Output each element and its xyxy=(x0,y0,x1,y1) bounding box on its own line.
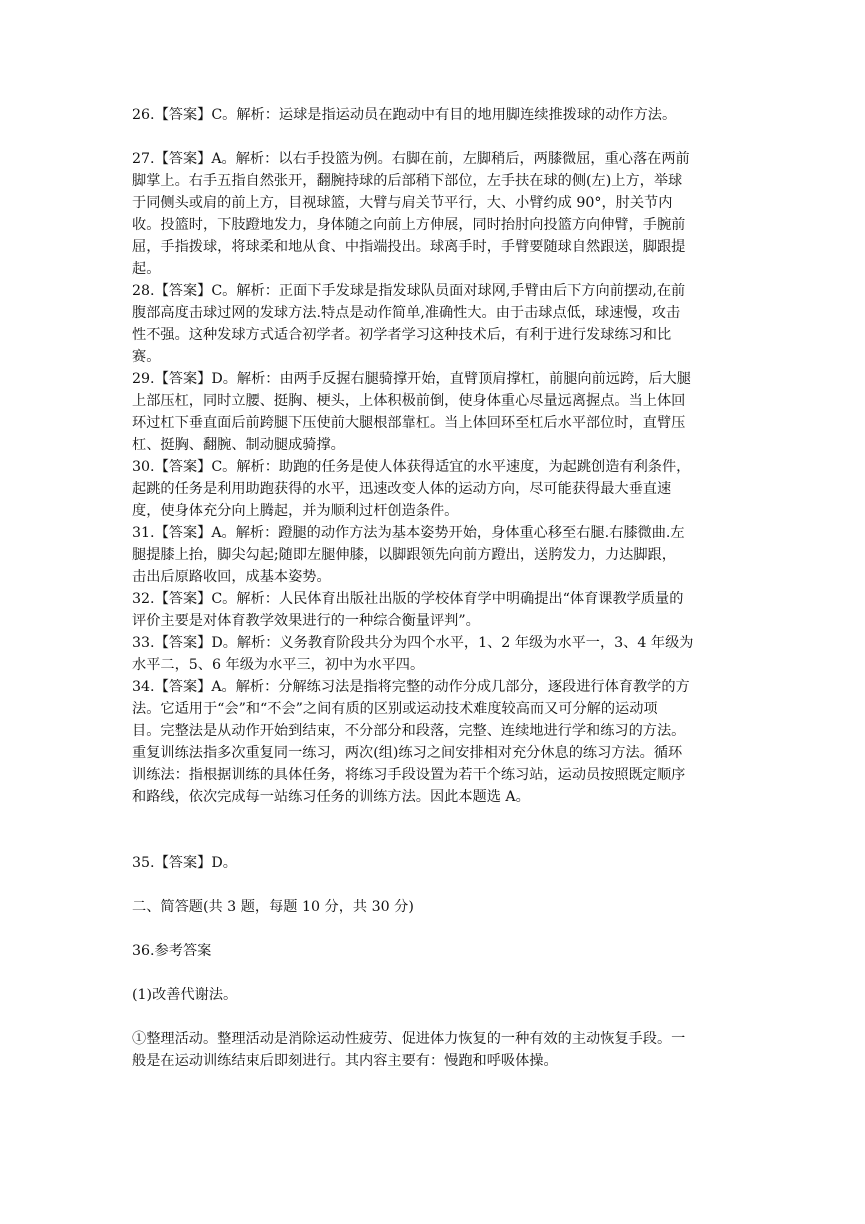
answer-34 xyxy=(132,676,738,808)
answer-36-point-1 xyxy=(132,984,738,1006)
text-line: 水平二，5、6 年级为水平三，初中为水平四。 xyxy=(132,657,425,673)
text-line: 和路线，依次完成每一站练习任务的训练方法。因此本题选 A。 xyxy=(132,789,530,805)
answer-26 xyxy=(132,104,738,126)
text-line: 33.【答案】D。解析：义务教育阶段共分为四个水平，1、2 年级为水平一，3、4 年级为 xyxy=(132,635,694,651)
text-line: 34.【答案】A。解析：分解练习法是指将完整的动作分成几部分，逐段进行体育教学的方 xyxy=(132,679,690,695)
text-line: 般是在运动训练结束后即刻进行。其内容主要有：慢跑和呼吸体操。 xyxy=(132,1053,558,1069)
answer-32 xyxy=(132,588,738,632)
answer-31 xyxy=(132,522,738,588)
text-line: 腿提膝上抬，脚尖勾起;随即左腿伸膝，以脚跟领先向前方蹬出，送胯发力，力达脚跟， xyxy=(132,547,676,563)
text-line: 31.【答案】A。解析：蹬腿的动作方法为基本姿势开始，身体重心移至右腿.右膝微曲.左 xyxy=(132,525,685,541)
text-line: 击出后原路收回，成基本姿势。 xyxy=(132,569,331,585)
text-line: 36.参考答案 xyxy=(132,943,212,959)
answer-29 xyxy=(132,368,738,456)
text-line: 度，使身体充分向上腾起，并为顺利过杆创造条件。 xyxy=(132,503,459,519)
text-line: 腹部高度击球过网的发球方法.特点是动作简单,准确性大。由于击球点低，球速慢，攻击 xyxy=(132,305,681,321)
answer-28 xyxy=(132,280,738,368)
text-line: 26.【答案】C。解析：运球是指运动员在跑动中有目的地用脚连续推拨球的动作方法。 xyxy=(132,107,677,123)
text-line: 起跳的任务是利用助跑获得的水平，迅速改变人体的运动方向，尽可能获得最大垂直速 xyxy=(132,481,672,497)
text-line: 重复训练法指多次重复同一练习，两次(组)练习之间安排相对充分休息的练习方法。循环 xyxy=(132,745,683,761)
text-line: 30.【答案】C。解析：助跑的任务是使人体获得适宜的水平速度，为起跳创造有利条件， xyxy=(132,459,691,475)
text-line: 收。投篮时，下肢蹬地发力，身体随之向前上方伸展，同时抬肘向投篮方向伸臂，手腕前 xyxy=(132,217,686,233)
text-line: 屈，手指拨球，将球柔和地从食、中指端投出。球离手时，手臂要随球自然跟送，脚跟提 xyxy=(132,239,686,255)
text-line: 杠、挺胸、翻腕、制动腿成骑撑。 xyxy=(132,437,345,453)
section-heading xyxy=(132,896,738,918)
text-line: 评价主要是对体育教学效果进行的一种综合衡量评判”。 xyxy=(132,613,480,629)
text-line: 赛。 xyxy=(132,349,161,365)
text-line: 训练法：指根据训练的具体任务，将练习手段设置为若干个练习站，运动员按照既定顺序 xyxy=(132,767,686,783)
answer-30 xyxy=(132,456,738,522)
text-line: 性不强。这种发球方式适合初学者。初学者学习这种技术后，有利于进行发球练习和比 xyxy=(132,327,672,343)
answer-36-title xyxy=(132,940,738,962)
answer-35 xyxy=(132,852,738,874)
text-line: 27.【答案】A。解析：以右手投篮为例。右脚在前，左脚稍后，两膝微屈，重心落在两前 xyxy=(132,151,690,167)
answer-36-point-1-detail xyxy=(132,1028,738,1072)
text-line: 起。 xyxy=(132,261,161,277)
text-line: 于同侧头或肩的前上方，目视球篮，大臂与肩关节平行，大、小臂约成 90°，肘关节内 xyxy=(132,195,673,211)
text-line: 法。它适用于“会”和“不会”之间有质的区别或运动技术难度较高而又可分解的运动项 xyxy=(132,701,658,717)
text-line: 上部压杠，同时立腰、挺胸、梗头，上体积极前倒，使身体重心尽量远离握点。当上体回 xyxy=(132,393,686,409)
text-line: 28.【答案】C。解析：正面下手发球是指发球队员面对球网,手臂由后下方向前摆动,在前 xyxy=(132,283,686,299)
text-line: 脚掌上。右手五指自然张开，翻腕持球的后部稍下部位，左手扶在球的侧(左)上方，举球 xyxy=(132,173,683,189)
text-line: 32.【答案】C。解析：人民体育出版社出版的学校体育学中明确提出“体育课教学质量的 xyxy=(132,591,684,607)
text-line: 29.【答案】D。解析：由两手反握右腿骑撑开始，直臂顶肩撑杠，前腿向前远跨，后大腿 xyxy=(132,371,691,387)
answer-33 xyxy=(132,632,738,676)
text-line: 目。完整法是从动作开始到结束，不分部分和段落，完整、连续地进行学和练习的方法。 xyxy=(132,723,686,739)
answer-27 xyxy=(132,148,738,280)
text-line: ①整理活动。整理活动是消除运动性疲劳、促进体力恢复的一种有效的主动恢复手段。一 xyxy=(132,1031,686,1047)
text-line: 二、简答题(共 3 题，每题 10 分，共 30 分) xyxy=(132,899,414,915)
text-line: (1)改善代谢法。 xyxy=(132,987,238,1003)
text-line: 35.【答案】D。 xyxy=(132,855,237,871)
text-line: 环过杠下垂直面后前跨腿下压使前大腿根部靠杠。当上体回环至杠后水平部位时，直臂压 xyxy=(132,415,686,431)
